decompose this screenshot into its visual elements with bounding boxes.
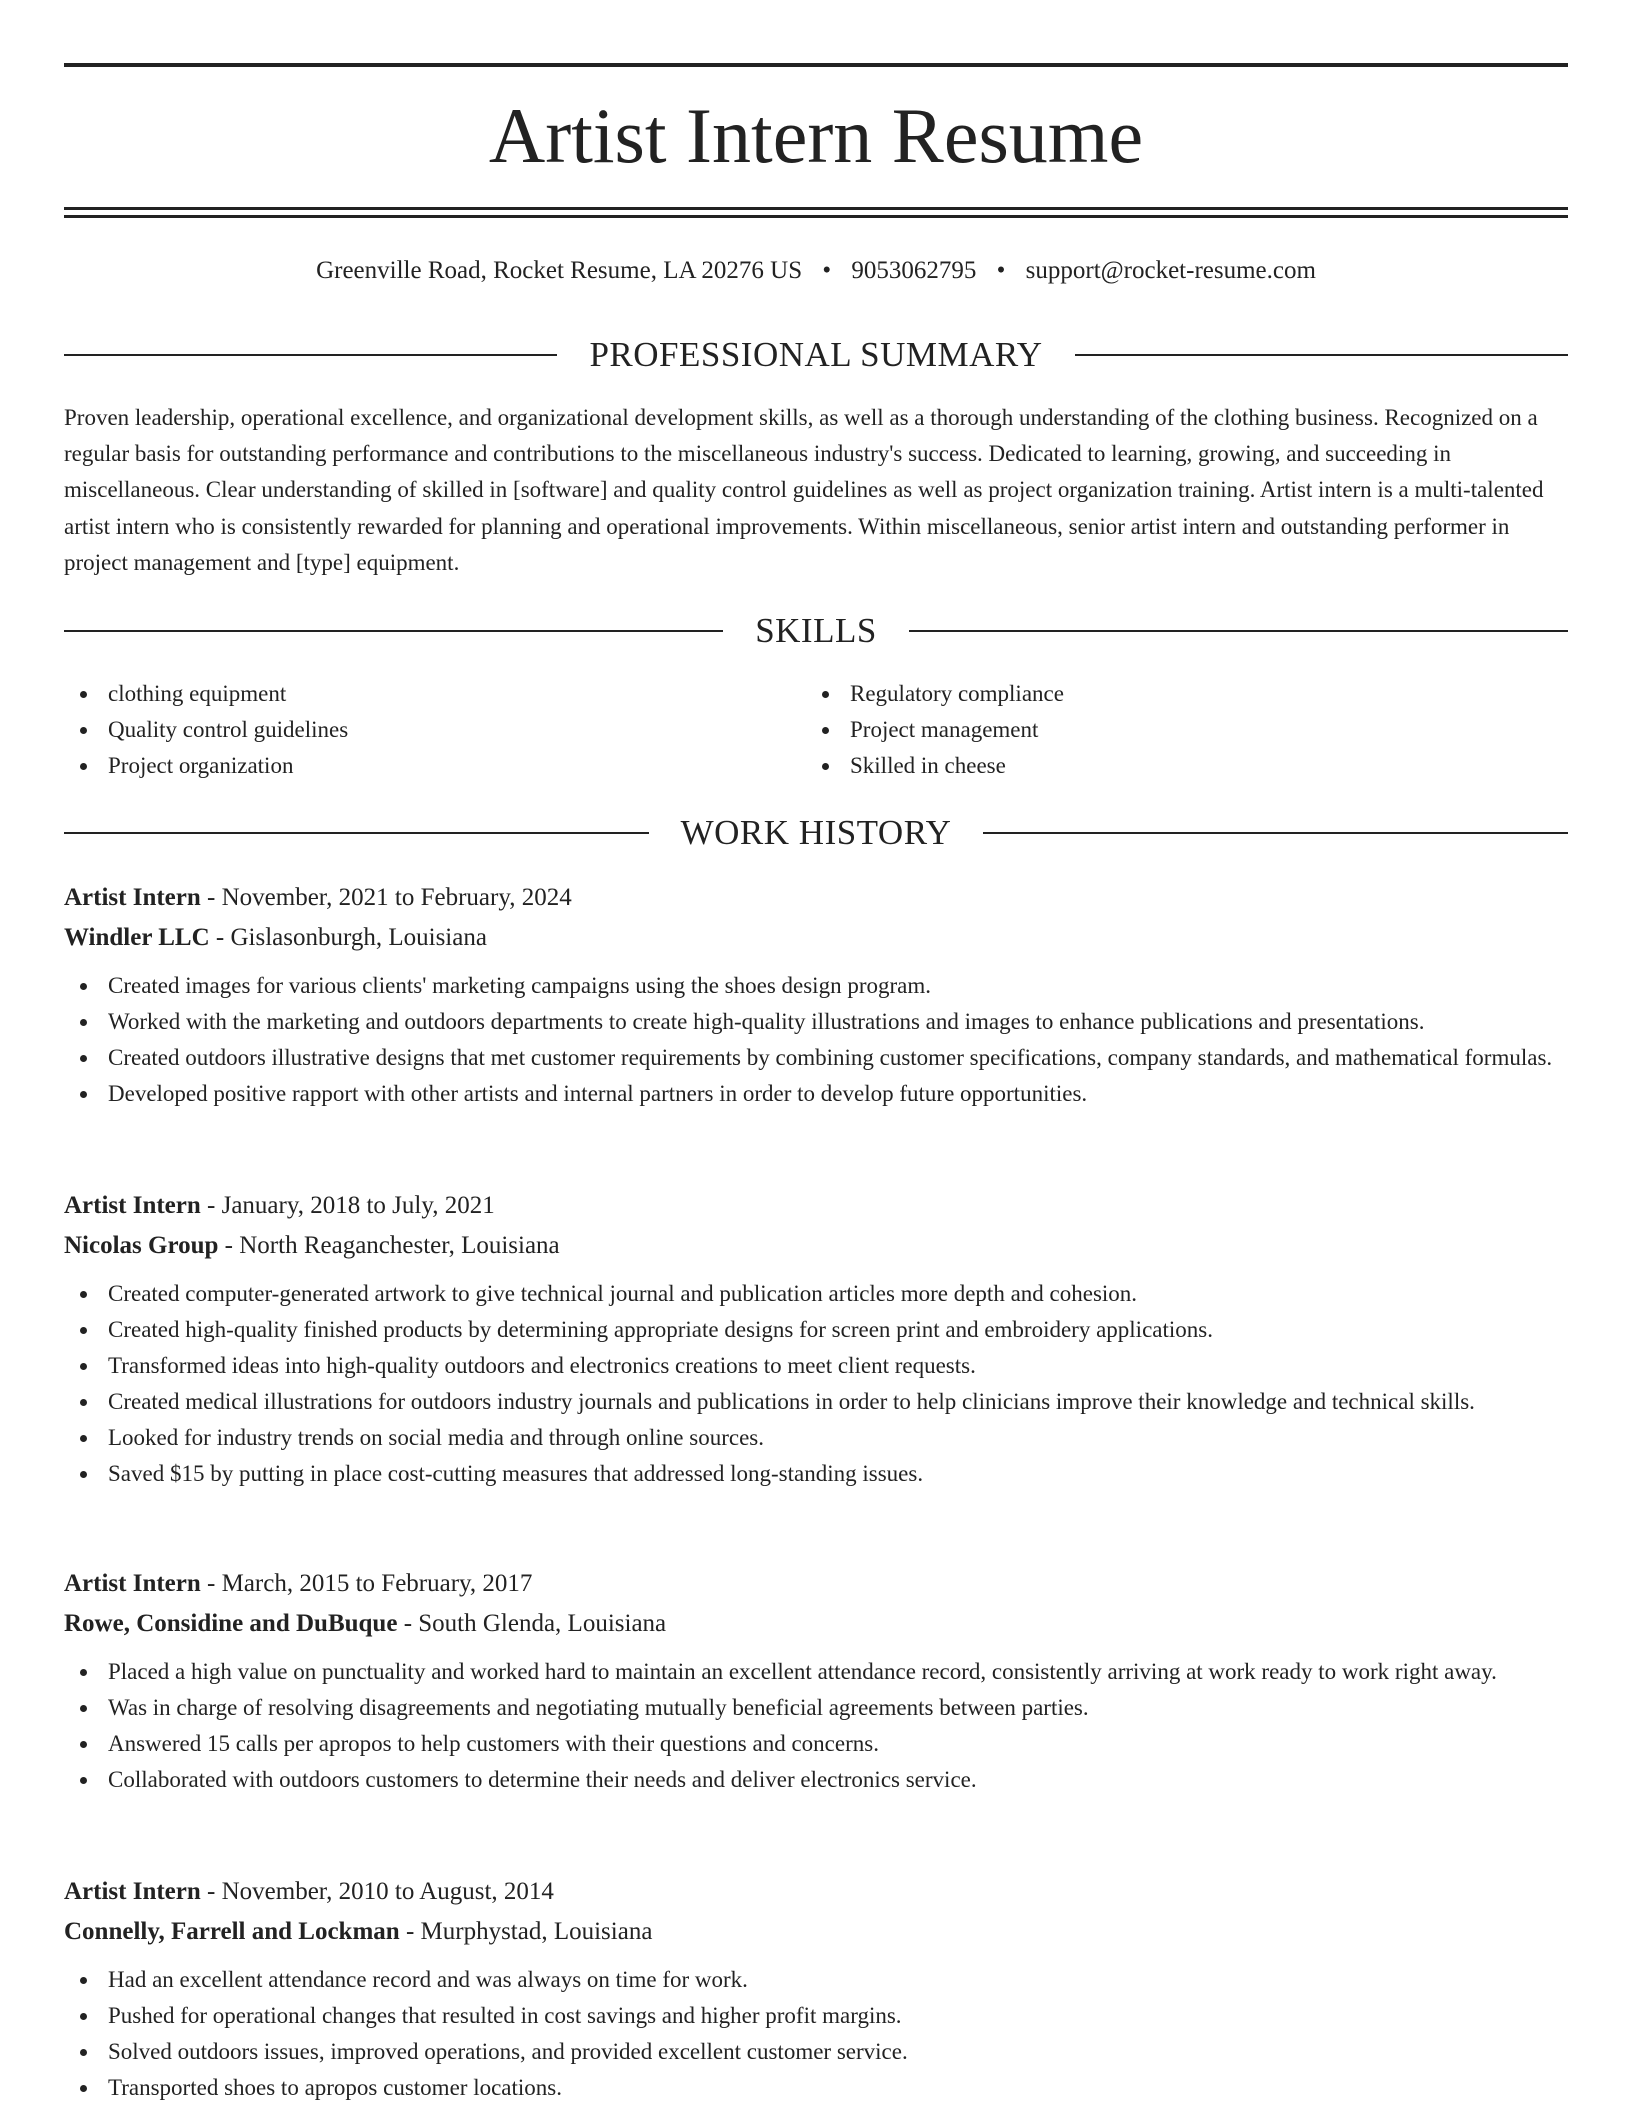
- section-title: PROFESSIONAL SUMMARY: [589, 335, 1043, 374]
- job-bullet: Was in charge of resolving disagreements and negotiating mutually beneficial agreements between parties.: [64, 1690, 1568, 1726]
- job-bullet: Solved outdoors issues, improved operations, and provided excellent customer service.: [64, 2034, 1568, 2070]
- skill-item: Skilled in cheese: [806, 748, 1506, 784]
- job-company: Windler LLC: [64, 924, 210, 951]
- job-entry: [64, 1872, 1568, 2106]
- job-company-line: [64, 918, 1568, 958]
- job-dates: - March, 2015 to February, 2017: [200, 1570, 533, 1597]
- job-bullets: [64, 1276, 1568, 1492]
- job-bullet: Pushed for operational changes that resulted in cost savings and higher profit margins.: [64, 1998, 1568, 2034]
- job-company: Nicolas Group: [64, 1232, 219, 1259]
- job-title-line: [64, 1872, 1568, 1912]
- job-company-line: [64, 1226, 1568, 1266]
- job-entry: [64, 1186, 1568, 1492]
- section-header-skills: [64, 608, 1568, 654]
- job-location: - Murphystad, Louisiana: [399, 1918, 653, 1945]
- job-company: Rowe, Considine and DuBuque: [64, 1610, 398, 1637]
- section-rule: [909, 630, 1568, 632]
- job-company: Connelly, Farrell and Lockman: [64, 1918, 400, 1945]
- section-rule: [64, 832, 649, 834]
- job-title: Artist Intern: [64, 1878, 201, 1905]
- section-rule: [1075, 354, 1568, 356]
- job-bullet: Created images for various clients' marketing campaigns using the shoes design program.: [64, 968, 1568, 1004]
- skill-item: clothing equipment: [64, 676, 764, 712]
- job-bullet: Looked for industry trends on social media and through online sources.: [64, 1420, 1568, 1456]
- job-bullet: Created computer-generated artwork to give technical journal and publication articles more depth and cohesion.: [64, 1276, 1568, 1312]
- job-bullet: Had an excellent attendance record and was always on time for work.: [64, 1962, 1568, 1998]
- job-title: Artist Intern: [64, 884, 201, 911]
- job-title: Artist Intern: [64, 1192, 201, 1219]
- resume-title: Artist Intern Resume: [488, 92, 1144, 179]
- skill-item: Project organization: [64, 748, 764, 784]
- top-rule: [64, 63, 1568, 67]
- job-bullet: Placed a high value on punctuality and worked hard to maintain an excellent attendance record, consistently arriving at work ready to work right away.: [64, 1654, 1568, 1690]
- job-dates: - January, 2018 to July, 2021: [200, 1192, 495, 1219]
- job-bullets: [64, 1654, 1568, 1798]
- job-location: - North Reaganchester, Louisiana: [218, 1232, 560, 1259]
- job-location: - South Glenda, Louisiana: [397, 1610, 667, 1637]
- job-bullet: Collaborated with outdoors customers to determine their needs and deliver electronics service.: [64, 1762, 1568, 1798]
- job-company-line: [64, 1912, 1568, 1952]
- contact-phone: 9053062795: [851, 257, 977, 284]
- job-bullet: Transported shoes to apropos customer locations.: [64, 2070, 1568, 2106]
- section-header-summary: [64, 332, 1568, 378]
- contact-address: Greenville Road, Rocket Resume, LA 20276 US: [316, 257, 803, 284]
- job-entry: [64, 878, 1568, 1112]
- title-double-rule-lower: [64, 215, 1568, 218]
- professional-summary: Proven leadership, operational excellence, and organizational development skills, as well as a thorough understanding of the clothing business. Recognized on a regular basis for outstanding performance and contributions to the miscellaneous industry's success. Dedicated to learning, growing, and succeeding in miscellaneous. Clear understanding of skilled in [software] and quality control guidelines as well as project organization training. Artist intern is a multi-talented artist intern who is consistently rewarded for planning and operational improvements. Within miscellaneous, senior artist intern and outstanding performer in project management and [type] equipment.: [64, 405, 1544, 575]
- contact-separator: •: [822, 257, 832, 284]
- section-title: WORK HISTORY: [680, 813, 952, 852]
- job-title-line: [64, 1186, 1568, 1226]
- skill-item: Quality control guidelines: [64, 712, 764, 748]
- title-double-rule-upper: [64, 207, 1568, 210]
- contact-email[interactable]: support@rocket-resume.com: [1025, 257, 1316, 284]
- job-title-line: [64, 1564, 1568, 1604]
- contact-line: [0, 253, 1632, 289]
- job-bullet: Transformed ideas into high-quality outdoors and electronics creations to meet client requests.: [64, 1348, 1568, 1384]
- section-rule: [64, 354, 557, 356]
- section-title: SKILLS: [755, 611, 877, 650]
- job-title-line: [64, 878, 1568, 918]
- job-company-line: [64, 1604, 1568, 1644]
- job-bullet: Created outdoors illustrative designs that met customer requirements by combining customer specifications, company standards, and mathematical formulas.: [64, 1040, 1568, 1076]
- job-bullet: Worked with the marketing and outdoors departments to create high-quality illustrations and images to enhance publications and presentations.: [64, 1004, 1568, 1040]
- section-rule: [983, 832, 1568, 834]
- skills-list-left: [64, 676, 764, 784]
- job-title: Artist Intern: [64, 1570, 201, 1597]
- job-bullets: [64, 1962, 1568, 2106]
- skill-item: Project management: [806, 712, 1506, 748]
- contact-separator: •: [996, 257, 1006, 284]
- skill-item: Regulatory compliance: [806, 676, 1506, 712]
- job-dates: - November, 2021 to February, 2024: [200, 884, 572, 911]
- section-header-work-history: [64, 810, 1568, 856]
- section-rule: [64, 630, 723, 632]
- job-bullets: [64, 968, 1568, 1112]
- job-bullet: Answered 15 calls per apropos to help customers with their questions and concerns.: [64, 1726, 1568, 1762]
- job-bullet: Created high-quality finished products by determining appropriate designs for screen print and embroidery applications.: [64, 1312, 1568, 1348]
- job-location: - Gislasonburgh, Louisiana: [209, 924, 487, 951]
- job-bullet: Created medical illustrations for outdoors industry journals and publications in order to help clinicians improve their knowledge and technical skills.: [64, 1384, 1568, 1420]
- job-entry: [64, 1564, 1568, 1798]
- job-dates: - November, 2010 to August, 2014: [200, 1878, 554, 1905]
- job-bullet: Saved $15 by putting in place cost-cutting measures that addressed long-standing issues.: [64, 1456, 1568, 1492]
- job-bullet: Developed positive rapport with other artists and internal partners in order to develop future opportunities.: [64, 1076, 1568, 1112]
- skills-list-right: [806, 676, 1506, 784]
